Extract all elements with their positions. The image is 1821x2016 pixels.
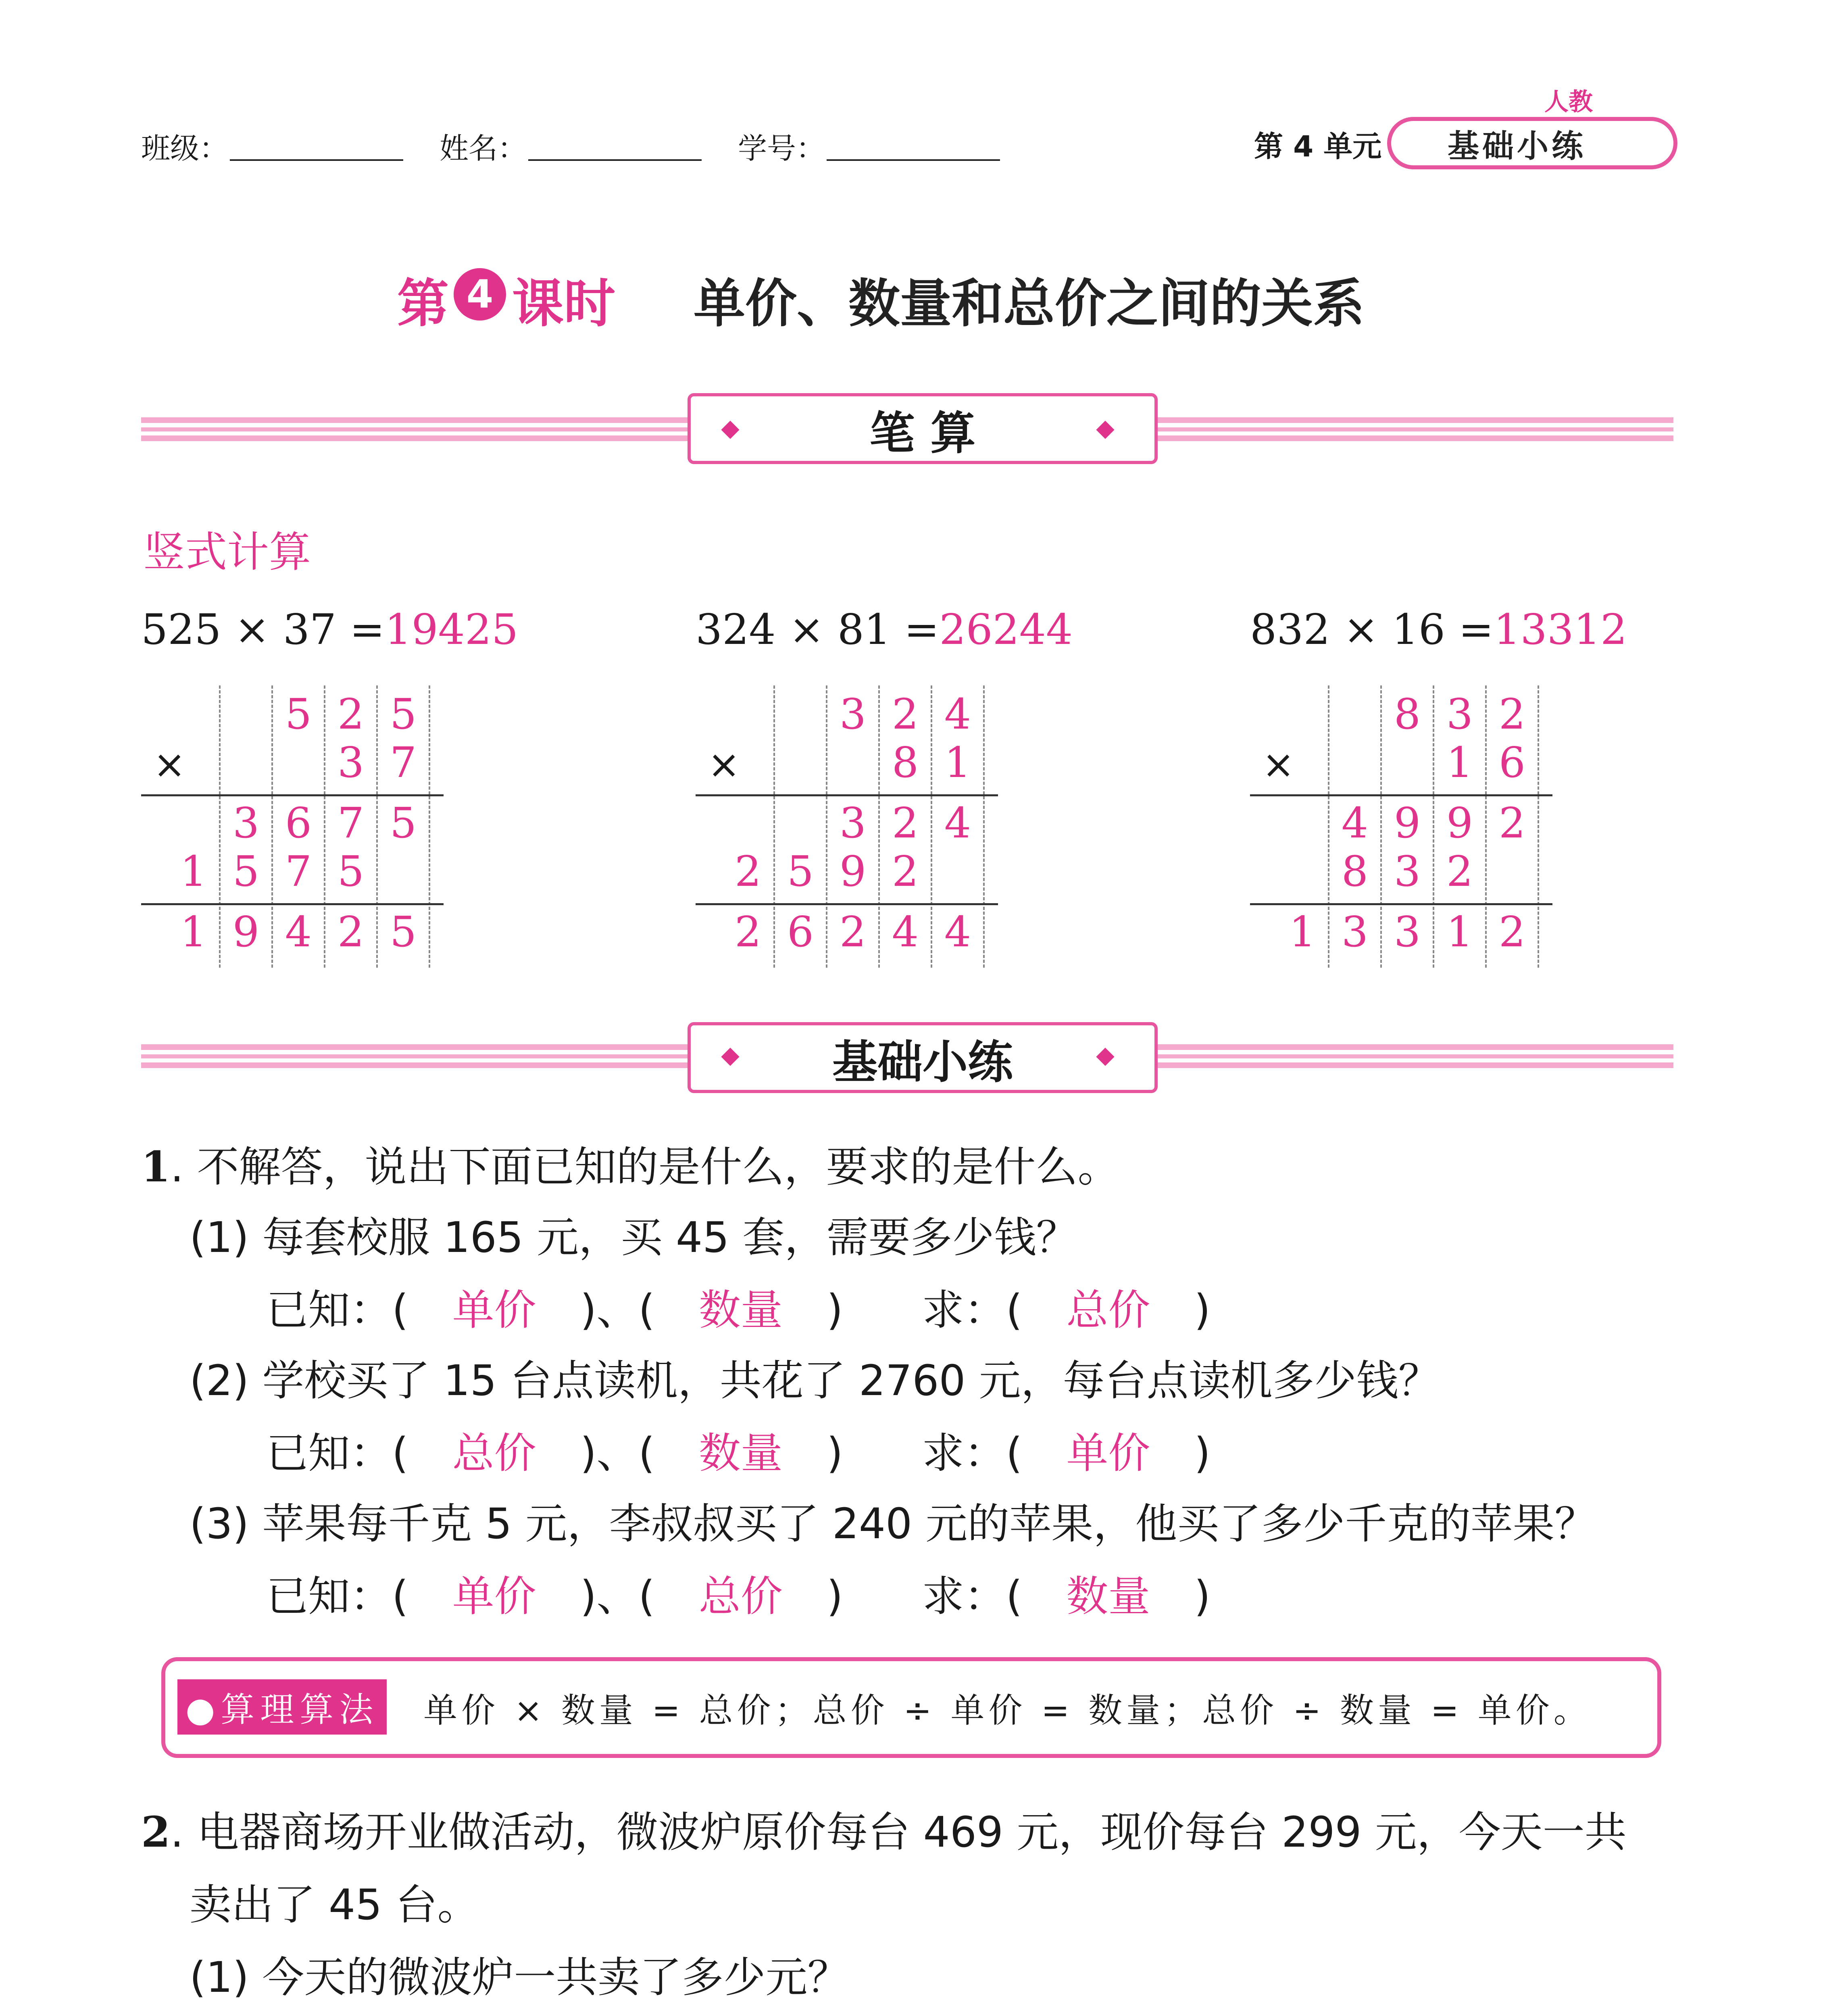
- sub-question: (1) 今天的微波炉一共卖了多少元？: [190, 1953, 850, 2002]
- calc-digit[interactable]: 7: [285, 847, 312, 896]
- times-sign: ×: [708, 742, 740, 787]
- name-label: 姓名：: [440, 131, 527, 165]
- calc-digit: 3: [337, 738, 365, 787]
- tip-text: 单价 × 数量 = 总价；总价 ÷ 单价 = 数量；总价 ÷ 数量 = 单价。: [423, 1691, 1592, 1730]
- calc-rule: [1250, 794, 1552, 796]
- calc-digit[interactable]: 4: [944, 798, 971, 848]
- calc-digit[interactable]: 5: [390, 798, 417, 848]
- vertical-calc-heading: 竖式计算: [143, 527, 311, 577]
- calc-rule: [141, 903, 444, 905]
- lesson-prefix: 第: [397, 274, 449, 334]
- calc-expression: 832 × 16 =13312: [1250, 605, 1627, 654]
- calc-digit[interactable]: 9: [232, 907, 260, 956]
- calc-digit[interactable]: 6: [787, 907, 814, 956]
- calc-digit[interactable]: 2: [1446, 847, 1473, 896]
- calc-digit: 8: [1394, 689, 1421, 739]
- lesson-suffix: 课时: [512, 274, 616, 334]
- calc-digit: 2: [337, 689, 365, 739]
- calc-digit[interactable]: 1: [1289, 907, 1316, 956]
- calc-digit[interactable]: 8: [1341, 847, 1369, 896]
- answer-known-2[interactable]: 总价: [698, 1572, 783, 1621]
- calc-digit[interactable]: 2: [734, 907, 762, 956]
- question-stem-cont: 卖出了 45 台。: [190, 1880, 479, 1929]
- calc-digit: 1: [944, 738, 971, 787]
- calc-rule: [1250, 903, 1552, 905]
- calc-digit: 6: [1498, 738, 1526, 787]
- sub-question: (1) 每套校服 165 元，买 45 套，需要多少钱？: [190, 1213, 1078, 1262]
- calc-digit[interactable]: 1: [180, 907, 207, 956]
- calc-digit: 2: [892, 689, 919, 739]
- calc-digit[interactable]: 3: [1394, 907, 1421, 956]
- answer-calc[interactable]: [266, 2014, 782, 2016]
- calc-expression: 525 × 37 =19425: [141, 605, 519, 654]
- calc-digit: 3: [1446, 689, 1473, 739]
- calc-digit: 5: [285, 689, 312, 739]
- calc-digit[interactable]: 3: [1341, 907, 1369, 956]
- tip-label: ●算理算法: [177, 1679, 387, 1735]
- sub-question: (2) 学校买了 15 台点读机，共花了 2760 元，每台点读机多少钱？: [190, 1356, 1440, 1405]
- question-stem: 1. 不解答，说出下面已知的是什么，要求的是什么。: [141, 1142, 1120, 1191]
- question-number: 2: [141, 1807, 171, 1857]
- calc-digit: 2: [1498, 689, 1526, 739]
- calc-digit[interactable]: 2: [1498, 907, 1526, 956]
- calc-digit[interactable]: 2: [734, 847, 762, 896]
- calc-digit[interactable]: 2: [892, 847, 919, 896]
- known-row: 已知：( 单价 )、( 总价 ) 求：( 数量 ): [266, 1562, 1211, 1623]
- calc-digit[interactable]: 4: [892, 907, 919, 956]
- calc-rule: [696, 903, 998, 905]
- section-title: 基础小练: [832, 1036, 1013, 1089]
- calc-digit[interactable]: 3: [839, 798, 867, 848]
- class-field[interactable]: [230, 159, 403, 161]
- answer-ask[interactable]: 数量: [1066, 1572, 1150, 1621]
- calc-answer[interactable]: 26244: [939, 605, 1073, 654]
- calc-digit[interactable]: 4: [944, 907, 971, 956]
- calc-digit[interactable]: 2: [1498, 798, 1526, 848]
- answer-ask[interactable]: 单价: [1066, 1429, 1150, 1478]
- student-id-label: 学号：: [738, 131, 825, 165]
- name-field[interactable]: [528, 159, 702, 161]
- answer-known-1[interactable]: 单价: [452, 1285, 536, 1335]
- calc-digit: 1: [1446, 738, 1473, 787]
- calc-digit[interactable]: 4: [1341, 798, 1369, 848]
- calc-digit: 3: [839, 689, 867, 739]
- answer-ask[interactable]: 总价: [1066, 1285, 1150, 1335]
- calc-digit[interactable]: 6: [285, 798, 312, 848]
- calc-rule: [696, 794, 998, 796]
- unit-label: 第 4 单元: [1254, 129, 1382, 163]
- calc-digit[interactable]: 5: [337, 847, 365, 896]
- question-number: 1: [141, 1142, 171, 1191]
- calc-digit[interactable]: 2: [892, 798, 919, 848]
- calc-answer[interactable]: 13312: [1494, 605, 1627, 654]
- calc-digit[interactable]: 3: [1394, 847, 1421, 896]
- calc-digit[interactable]: 4: [285, 907, 312, 956]
- calc-digit: 8: [892, 738, 919, 787]
- series-title: 基础小练: [1448, 128, 1587, 165]
- section-title: 笔 算: [869, 407, 976, 460]
- known-row: 已知：( 总价 )、( 数量 ) 求：( 单价 ): [266, 1419, 1211, 1480]
- calc-digit: 5: [390, 689, 417, 739]
- calc-digit[interactable]: 1: [180, 847, 207, 896]
- calc-expression: 324 × 81 =26244: [696, 605, 1073, 654]
- calc-digit[interactable]: 5: [787, 847, 814, 896]
- calc-digit[interactable]: 9: [839, 847, 867, 896]
- series-publisher: 人教: [1544, 88, 1593, 116]
- known-row: 已知：( 单价 )、( 数量 ) 求：( 总价 ): [266, 1276, 1211, 1337]
- calc-digit[interactable]: 1: [1446, 907, 1473, 956]
- times-sign: ×: [153, 742, 186, 787]
- calc-digit[interactable]: 9: [1394, 798, 1421, 848]
- calc-digit: 7: [390, 738, 417, 787]
- answer-known-1[interactable]: 总价: [452, 1429, 536, 1478]
- class-label: 班级：: [141, 131, 229, 165]
- times-sign: ×: [1262, 742, 1295, 787]
- calc-digit: 4: [944, 689, 971, 739]
- calc-digit[interactable]: 2: [839, 907, 867, 956]
- calc-digit[interactable]: 2: [337, 907, 365, 956]
- calc-rule: [141, 794, 444, 796]
- tip-box: [161, 1657, 1661, 1758]
- lesson-heading: 单价、数量和总价之间的关系: [694, 274, 1365, 334]
- lesson-number: 4: [454, 268, 506, 321]
- calc-digit[interactable]: 7: [337, 798, 365, 848]
- calc-digit[interactable]: 3: [232, 798, 260, 848]
- calc-digit[interactable]: 5: [232, 847, 260, 896]
- calc-answer[interactable]: 19425: [385, 605, 519, 654]
- student-id-field[interactable]: [827, 159, 1000, 161]
- calc-digit[interactable]: 9: [1446, 798, 1473, 848]
- answer-known-2[interactable]: 数量: [698, 1429, 783, 1478]
- calc-digit[interactable]: 5: [390, 907, 417, 956]
- question-stem: 2. 电器商场开业做活动，微波炉原价每台 469 元，现价每台 299 元，今天一共: [141, 1807, 1627, 1857]
- sub-question: (3) 苹果每千克 5 元，李叔叔买了 240 元的苹果，他买了多少千克的苹果？: [190, 1499, 1597, 1548]
- answer-known-1[interactable]: 单价: [452, 1572, 536, 1621]
- answer-known-2[interactable]: 数量: [698, 1285, 783, 1335]
